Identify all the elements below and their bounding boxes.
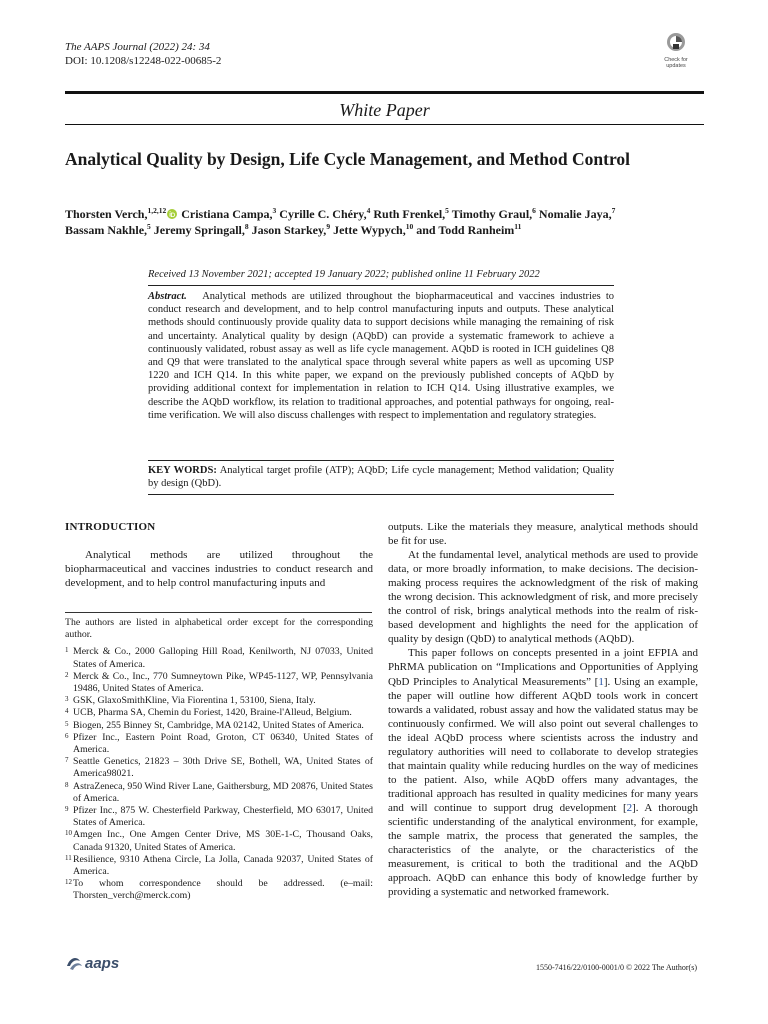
body-paragraph: At the fundamental level, analytical methods are used to provide data, or more broadly information, to make decisions. The decision-making process requires the acknowledgment of the risk of making the wrong decision. This acknowledgment of risk, and more precisely the control of risk, brings analytical methods into the realm of risk-based development and highlights the need for the application of quality by design (QbD) to analytical methods (AQbD). <box>388 549 698 646</box>
footnotes <box>65 617 373 903</box>
author-affil: 10 <box>405 222 414 231</box>
publication-dates: Received 13 November 2021; accepted 19 January 2022; published online 11 February 2022 <box>148 269 540 280</box>
author-affil: 8 <box>244 222 249 231</box>
affiliation-text: Pfizer Inc., Eastern Point Road, Groton, CT 06340, United States of America. <box>73 731 373 756</box>
right-column <box>388 520 698 899</box>
affiliation-number: 7 <box>65 756 69 765</box>
author-affil: 4 <box>366 206 371 215</box>
affiliation <box>65 878 373 902</box>
affiliation-number: 3 <box>65 695 69 704</box>
body-paragraph: outputs. Like the materials they measure, analytical methods should be fit for use. <box>388 521 698 548</box>
affiliation <box>65 671 373 695</box>
affiliation-number: 10 <box>65 829 72 838</box>
journal-header <box>65 40 221 68</box>
section-type: White Paper <box>339 100 430 120</box>
affiliation-number: 8 <box>65 780 69 789</box>
abstract <box>148 290 614 422</box>
affiliation-text: UCB, Pharma SA, Chemin du Foriest, 1420, Braine-l'Alleud, Belgium. <box>73 707 352 719</box>
author-affil: 1,2,12 <box>147 206 167 215</box>
affiliation <box>65 695 373 707</box>
affiliation-text: Resilience, 9310 Athena Circle, La Jolla, Canada 92037, United States of America. <box>73 853 373 878</box>
body-text: ]. A thorough scientific understanding of the analytical environment, for example, the sample matrix, the process that generated the samples, the characteristics of the analyte, or the characteristics of the measurement, is critical to both the traditional and the AQbD approach. AQbD can enhance this body of knowledge further by providing a systematic and networked framework. <box>388 801 698 899</box>
author-affil: 9 <box>326 222 331 231</box>
affiliation-number: 1 <box>65 646 69 655</box>
author-affil: 5 <box>147 222 151 231</box>
citation-link[interactable]: 2 <box>626 801 633 814</box>
author-name[interactable]: Bassam Nakhle, <box>65 223 148 237</box>
author-affil: 7 <box>611 206 616 215</box>
orcid-icon[interactable] <box>167 209 177 219</box>
affiliation <box>65 720 373 732</box>
affiliation-text: To whom correspondence should be addressed. (e–mail: Thorsten_verch@merck.com) <box>73 878 373 902</box>
footnote-rule <box>65 612 372 613</box>
author-name[interactable]: Cristiana Campa, <box>178 207 273 221</box>
affiliation <box>65 707 373 719</box>
author-name[interactable]: and Todd Ranheim <box>413 223 515 237</box>
author-list <box>65 206 705 238</box>
affiliation <box>65 854 373 878</box>
affiliation <box>65 805 373 829</box>
affiliation-number: 11 <box>65 853 72 862</box>
affiliation <box>65 781 373 805</box>
keywords-text: Analytical target profile (ATP); AQbD; Life cycle management; Method validation; Quality by design (QbD). <box>148 465 614 490</box>
journal-title: The AAPS Journal (2022) 24: 34 <box>65 41 210 53</box>
affiliation-text: Merck & Co., Inc., 770 Sumneytown Pike, WP45-1127, WP, Pennsylvania 19486, United States of America. <box>73 670 373 695</box>
affiliation-number: 6 <box>65 731 69 740</box>
check-for-updates-badge[interactable] <box>659 32 693 70</box>
affiliation-number: 4 <box>65 707 69 716</box>
affiliation-text: Seattle Genetics, 21823 – 30th Drive SE, Bothell, WA, United States of America98021. <box>73 756 373 780</box>
affiliation-number: 2 <box>65 670 69 679</box>
body-text: This paper follows on concepts presented in a joint EFPIA and PhRMA publication on “Implications and Opportunities of Applying QbD Principles to Analytical Measurements” [ <box>388 647 698 688</box>
affiliation-text: AstraZeneca, 950 Wind River Lane, Gaithersburg, MD 20876, United States of America. <box>73 780 373 804</box>
abstract-rule-top <box>148 285 614 286</box>
affiliation-text: Amgen Inc., One Amgen Center Drive, MS 30E-1-C, Thousand Oaks, Canada 91320, United States of America. <box>73 829 373 853</box>
author-affil: 5 <box>445 206 449 215</box>
affiliation-text: Biogen, 255 Binney St, Cambridge, MA 02142, United States of America. <box>73 719 364 731</box>
header-rule-bottom <box>65 124 704 125</box>
paper-title: Analytical Quality by Design, Life Cycle Management, and Method Control <box>65 149 631 169</box>
left-column <box>65 520 373 590</box>
body-paragraph <box>388 646 698 899</box>
citation-link[interactable]: 1 <box>598 675 604 688</box>
logo-text: aaps <box>85 955 120 972</box>
introduction-heading: INTRODUCTION <box>65 521 156 533</box>
abstract-label: Abstract. <box>148 291 187 302</box>
affiliation-number: 9 <box>65 805 69 814</box>
affiliation <box>65 829 373 853</box>
aaps-logo <box>65 953 135 973</box>
doi[interactable]: DOI: 10.1208/s12248-022-00685-2 <box>65 55 222 67</box>
affiliation-number: 12 <box>65 878 72 887</box>
author-name[interactable]: Cyrille C. Chéry, <box>276 207 367 221</box>
keywords <box>148 464 614 490</box>
body-text: ]. Using an example, the paper will outline how different AQbD tools work in concert towards a validated, robust assay and how the validated status may be continuously confirmed. We will also point out several challenges to the ideal AQbD process where scientists across the industry and regulatory authorities will need to collaborate to develop strategies that maintain quality while reducing hurdles on the way of medicines to the patient. Also, while AQbD offers many advantages, the traditional approach has resulted in quality medicines for many years and will continue to support drug development [ <box>388 675 698 814</box>
badge-line1: Check for <box>664 57 688 63</box>
copyright-line: 1550-7416/22/0100-0001/0 © 2022 The Author(s) <box>535 963 697 972</box>
author-affil: 11 <box>514 222 522 231</box>
author-name[interactable]: Jette Wypych, <box>330 223 406 237</box>
author-affil: 6 <box>532 206 536 215</box>
check-updates-icon <box>666 32 686 52</box>
author-order-note: The authors are listed in alphabetical order except for the corresponding author. <box>65 617 373 641</box>
author-name[interactable]: Jeremy Springall, <box>150 223 245 237</box>
author-name[interactable]: Thorsten Verch, <box>65 207 148 221</box>
badge-line2: updates <box>666 63 686 69</box>
affiliation <box>65 646 373 670</box>
affiliation-text: Merck & Co., 2000 Galloping Hill Road, Kenilworth, NJ 07033, United States of America. <box>73 646 373 670</box>
affiliation <box>65 732 373 756</box>
author-name[interactable]: Jason Starkey, <box>248 223 327 237</box>
introduction-paragraph: Analytical methods are utilized throughout the biopharmaceutical and vaccines industries to conduct research and development, and to help control manufacturing inputs and <box>65 549 373 589</box>
affiliation-text: GSK, GlaxoSmithKline, Via Fiorentina 1, 53100, Siena, Italy. <box>73 695 316 707</box>
author-name[interactable]: Nomalie Jaya, <box>535 207 612 221</box>
author-name[interactable]: Ruth Frenkel, <box>370 207 446 221</box>
aaps-logo-icon <box>65 953 135 973</box>
abstract-text: Analytical methods are utilized throughout the biopharmaceutical and vaccines industries to conduct research and development, and to help control manufacturing inputs and outputs. These analytical methods should continuously provide quality data to support decisions while managing the remaining of risk and uncertainty. Analytical quality by design (AQbD) can provide a systematic framework to achieve a continuously validated, robust assay as well as life cycle management. AQbD is rooted in ICH guidelines Q8 and Q9 that were translated to the analytical space through several white papers as well as upcoming USP 1220 and ICH Q14. In this white paper, we expand on the previously published concepts of AQbD by providing additional context for implementation in relation to ICH Q14. Using illustrative examples, we describe the AQbD workflow, its relation to traditional approaches, and potential pathways for ongoing, real-time verification. We will also discuss challenges with respect to implementation and regulatory strategies. <box>148 291 614 421</box>
author-affil: 3 <box>272 206 277 215</box>
affiliation <box>65 756 373 780</box>
header-rule-top <box>65 91 704 94</box>
keywords-label: KEY WORDS: <box>148 465 217 476</box>
abstract-rule-mid <box>148 460 614 461</box>
author-name[interactable]: Timothy Graul, <box>448 207 533 221</box>
affiliation-text: Pfizer Inc., 875 W. Chesterfield Parkway, Chesterfield, MO 63017, United States of America. <box>73 805 373 829</box>
affiliation-number: 5 <box>65 719 69 728</box>
abstract-rule-bottom <box>148 494 614 495</box>
